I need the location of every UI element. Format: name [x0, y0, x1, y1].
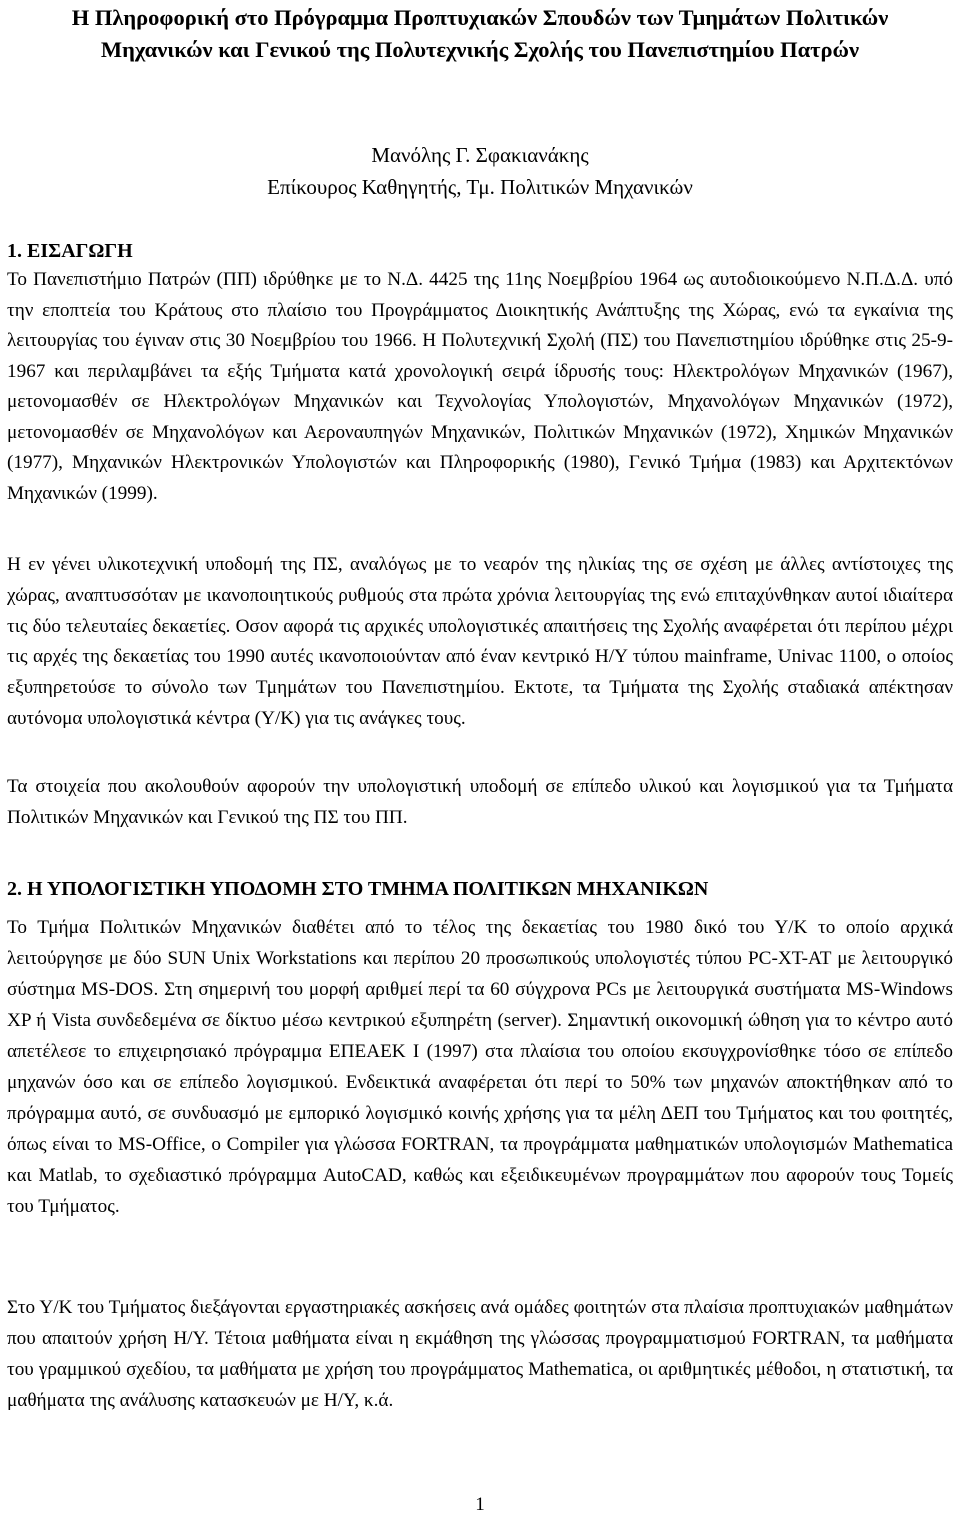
paragraph: Η εν γένει υλικοτεχνική υποδομή της ΠΣ, αναλόγως με το νεαρόν της ηλικίας της σε σχέση με άλλες αντίστοιχες της χώρας, αναπτυσσόταν με ικανοποιητικούς ρυθμούς στα πρώτα χρόνια λειτουργίας της ενώ επιταχύνθηκαν αυτοί ιδιαίτερα τις δύο τελευταίες δεκαετίες. Οσον αφορά τις αρχικές υπολογιστικές απαιτήσεις της Σχολής αναφέρεται ότι περίπου μέχρι τις αρχές της δεκαετίας του 1990 αυτές ικανοποιούνταν από έναν κεντρικό Η/Υ τύπου mainframe, Univac 1100, ο οποίος εξυπηρετούσε το σύνολο των Τμημάτων του Πανεπιστημίου. Εκτοτε, τα Τμήματα της Σχολής σταδιακά απέκτησαν αυτόνομα υπολογιστικά κέντρα (Υ/Κ) για τις ανάγκες τους. — [7, 554, 953, 729]
paragraph: Το Πανεπιστήμιο Πατρών (ΠΠ) ιδρύθηκε με το Ν.Δ. 4425 της 11ης Νοεμβρίου 1964 ως αυτοδιοικούμενο Ν.Π.Δ.Δ. υπό την εποπτεία του Κράτους στο πλαίσιο του Προγράμματος Διοικητικής Ανάπτυξης της Χώρας, ενώ τα εγκαίνια της λειτουργίας του έγιναν στις 30 Νοεμβρίου του 1966. Η Πολυτεχνική Σχολή (ΠΣ) του Πανεπιστημίου ιδρύθηκε στις 25-9-1967 και περιλαμβάνει τα εξής Τμήματα κατά χρονολογική σειρά ίδρυσής τους: Ηλεκτρολόγων Μηχανικών (1967), μετονομασθέν σε Ηλεκτρολόγων Μηχανικών και Τεχνολογίας Υπολογιστών, Μηχανολόγων Μηχανικών (1972), μετονομασθέν σε Μηχανολόγων και Αεροναυπηγών Μηχανικών, Πολιτικών Μηχανικών (1972), Χημικών Μηχανικών (1977), Μηχανικών Ηλεκτρονικών Υπολογιστών και Πληροφορικής (1980), Γενικό Τμήμα (1983) και Αρχιτεκτόνων Μηχανικών (1999). — [7, 269, 953, 504]
author-name: Μανόλης Γ. Σφακιανάκης — [371, 143, 589, 167]
paragraph: Τα στοιχεία που ακολουθούν αφορούν την υπολογιστική υποδομή σε επίπεδο υλικού και λογισμικού για τα Τμήματα Πολιτικών Μηχανικών και Γενικού της ΠΣ του ΠΠ. — [7, 776, 953, 828]
section-heading-introduction: 1. ΕΙΣΑΓΩΓΗ — [7, 240, 133, 262]
paragraph: Το Τμήμα Πολιτικών Μηχανικών διαθέτει από το τέλος της δεκαετίας του 1980 δικό του Υ/Κ το οποίο αρχικά λειτούργησε με δύο SUN Unix Workstations και περίπου 20 προσωπικούς υπολογιστές τύπου PC-XT-AT με λειτουργικό σύστημα MS-DOS. Στη σημερινή του μορφή αριθμεί περί τα 60 σύγχρονα PCs με λειτουργικά συστήματα MS-Windows XP ή Vista συνδεδεμένα σε δίκτυο μέσω κεντρικού εξυπηρέτη (server). Σημαντική οικονομική ώθηση για το κέντρο αυτό απετέλεσε το επιχειρησιακό πρόγραμμα ΕΠΕΑΕΚ Ι (1997) στα πλαίσια του οποίου εκσυγχρονίσθηκε τόσο σε επίπεδο μηχανών όσο και σε επίπεδο λογισμικού. Ενδεικτικά αναφέρεται ότι περί το 50% των μηχανών αποκτήθηκαν από το πρόγραμμα αυτό, σε συνδυασμό με εμπορικό λογισμικό κοινής χρήσης για τα μέλη ΔΕΠ του Τμήματος και του φοιτητές, όπως είναι το MS-Office, o Compiler για γλώσσα FORTRAN, τα προγράμματα μαθηματικών υπολογισμών Mathematica και Matlab, το σχεδιαστικό πρόγραμμα AutoCAD, καθώς και εξειδικευμένων προγραμμάτων που αφορούν τους Τομείς του Τμήματος. — [7, 917, 953, 1217]
page-number: 1 — [475, 1494, 485, 1515]
author-role: Επίκουρος Καθηγητής, Τμ. Πολιτικών Μηχανικών — [267, 175, 693, 199]
section-heading-civil-engineering: 2. Η ΥΠΟΛΟΓΙΣΤΙΚΗ ΥΠΟΔΟΜΗ ΣΤΟ ΤΜΗΜΑ ΠΟΛΙΤΙΚΩΝ ΜΗΧΑΝΙΚΩΝ — [7, 878, 709, 900]
paragraph: Στο Υ/Κ του Τμήματος διεξάγονται εργαστηριακές ασκήσεις ανά ομάδες φοιτητών στα πλαίσια προπτυχιακών μαθημάτων που απαιτούν χρήση Η/Υ. Τέτοια μαθήματα είναι η εκμάθηση της γλώσσας προγραμματισμού FORTRAN, τα μαθήματα του γραμμικού σχεδίου, τα μαθήματα με χρήση του προγράμματος Mathematica, οι αριθμητικές μέθοδοι, η στατιστική, τα μαθήματα της ανάλυσης κατασκευών με Η/Υ, κ.ά. — [7, 1297, 953, 1411]
document-title: Η Πληροφορική στο Πρόγραμμα Προπτυχιακών Σπουδών των Τμημάτων Πολιτικών Μηχανικών και Γενικού της Πολυτεχνικής Σχολής του Πανεπιστημίου Πατρών — [71, 5, 889, 62]
